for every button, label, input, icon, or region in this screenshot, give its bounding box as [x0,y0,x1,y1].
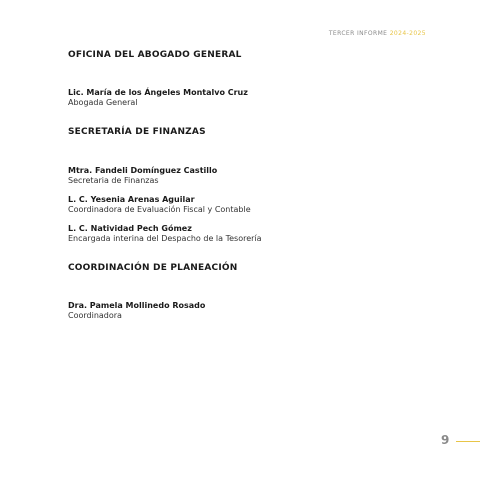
person-entry [68,166,217,186]
person-role: Encargada interina del Despacho de la Tesorería [68,234,262,243]
person-entry [68,224,262,244]
section-heading-coordinacion-planeacion: COORDINACIÓN DE PLANEACIÓN [68,263,238,273]
person-name: L. C. Yesenia Arenas Aguilar [68,195,195,204]
person-entry [68,88,248,108]
section-heading-secretaria-finanzas: SECRETARÍA DE FINANZAS [68,127,206,137]
page-number-rule [456,441,480,442]
person-entry [68,195,251,215]
person-name: Lic. María de los Ángeles Montalvo Cruz [68,88,248,97]
section-heading-abogado-general: OFICINA DEL ABOGADO GENERAL [68,50,242,60]
page-number: 9 [441,433,450,447]
report-label: TERCER INFORME [328,30,388,37]
person-role: Coordinadora de Evaluación Fiscal y Contable [68,205,251,214]
person-name: Mtra. Fandeli Domínguez Castillo [68,166,218,175]
report-years: 2024-2025 [389,30,426,37]
person-role: Secretaria de Finanzas [68,176,159,185]
report-header-tag [329,30,426,37]
person-role: Abogada General [68,98,138,107]
person-role: Coordinadora [68,311,122,320]
person-name: Dra. Pamela Mollinedo Rosado [68,301,206,310]
person-name: L. C. Natividad Pech Gómez [68,224,192,233]
person-entry [68,301,205,321]
